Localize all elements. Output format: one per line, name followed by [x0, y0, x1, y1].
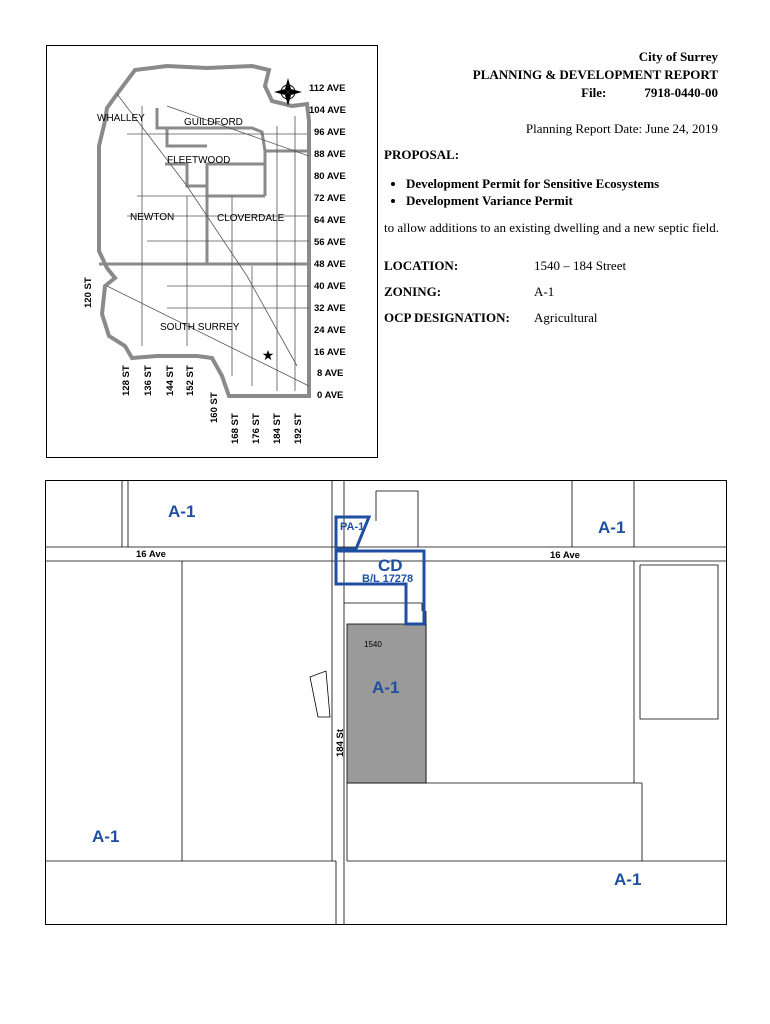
- zoning-value: A-1: [534, 284, 555, 299]
- avenue-label: 72 AVE: [314, 193, 346, 204]
- avenue-label: 24 AVE: [314, 325, 346, 336]
- street-label: 152 ST: [185, 365, 196, 396]
- proposal-list: [384, 175, 724, 209]
- proposal-section: [384, 147, 724, 236]
- avenue-label: 56 AVE: [314, 237, 346, 248]
- street-label: 144 ST: [165, 365, 176, 396]
- zoning-label: ZONING:: [384, 284, 442, 299]
- area-fleetwood: FLEETWOOD: [167, 155, 231, 166]
- report-date: Planning Report Date: June 24, 2019: [525, 121, 718, 136]
- zone-label-cd-bylaw: B/L 17278: [362, 573, 414, 585]
- file-number: 7918-0440-00: [644, 85, 718, 100]
- street-label: 128 ST: [121, 365, 132, 396]
- avenue-label: 88 AVE: [314, 149, 346, 160]
- street-label: 136 ST: [143, 365, 154, 396]
- ocp-value: Agricultural: [534, 310, 598, 325]
- zone-label-se: A-1: [614, 870, 642, 889]
- avenue-label: 32 AVE: [314, 303, 346, 314]
- zone-label-nw: A-1: [168, 502, 196, 521]
- civic-number: 1540: [364, 640, 382, 649]
- street-label: 120 ST: [83, 277, 94, 308]
- avenue-label: 104 AVE: [309, 105, 346, 116]
- zone-label-ne: A-1: [598, 518, 626, 537]
- file-label: File:: [581, 85, 607, 100]
- proposal-item: • Development Permit for Sensitive Ecosystems: [406, 175, 724, 192]
- avenue-label: 112 AVE: [309, 83, 346, 94]
- street-label: 160 ST: [209, 392, 220, 423]
- avenue-label: 80 AVE: [314, 171, 346, 182]
- area-guildford: GUILDFORD: [184, 117, 243, 128]
- avenue-label: 40 AVE: [314, 281, 346, 292]
- zoning-map-drawing: [46, 481, 727, 925]
- site-facts: [384, 258, 626, 336]
- location-label: LOCATION:: [384, 258, 459, 273]
- city-name: City of Surrey: [638, 49, 718, 64]
- area-cloverdale: CLOVERDALE: [217, 213, 285, 224]
- zone-label-subject: A-1: [372, 678, 400, 697]
- report-header: [473, 48, 718, 102]
- avenue-label: 0 AVE: [317, 390, 344, 401]
- ocp-row: [384, 310, 626, 336]
- street-label: 192 ST: [293, 413, 304, 444]
- zone-label-pa: PA-1: [340, 521, 365, 533]
- area-south-surrey: SOUTH SURREY: [160, 322, 240, 333]
- proposal-label: PROPOSAL:: [384, 147, 460, 162]
- street-label: 168 ST: [230, 413, 241, 444]
- street-label: 184 ST: [272, 413, 283, 444]
- ocp-label: OCP DESIGNATION:: [384, 310, 510, 325]
- subject-property: [347, 624, 426, 783]
- street-label-16-ave-east: 16 Ave: [550, 550, 580, 561]
- site-star-icon: ★: [261, 349, 275, 364]
- zoning-row: [384, 284, 626, 310]
- report-title: PLANNING & DEVELOPMENT REPORT: [472, 67, 718, 82]
- area-whalley: WHALLEY: [97, 113, 145, 124]
- street-label-16-ave-west: 16 Ave: [136, 549, 166, 560]
- location-row: [384, 258, 626, 284]
- avenue-label: 8 AVE: [317, 368, 344, 379]
- proposal-description: to allow additions to an existing dwelling and a new septic field.: [384, 220, 720, 235]
- key-map-drawing: [47, 46, 379, 459]
- zoning-map: [45, 480, 727, 925]
- avenue-label: 96 AVE: [314, 127, 346, 138]
- street-label-184-st: 184 St: [335, 729, 346, 757]
- area-newton: NEWTON: [130, 212, 175, 223]
- street-label: 176 ST: [251, 413, 262, 444]
- zone-label-cd: CD: [378, 556, 403, 575]
- avenue-label: 48 AVE: [314, 259, 346, 270]
- location-value: 1540 – 184 Street: [534, 258, 627, 273]
- avenue-label: 16 AVE: [314, 347, 346, 358]
- avenue-label: 64 AVE: [314, 215, 346, 226]
- proposal-item: • Development Variance Permit: [406, 192, 724, 209]
- zone-label-sw: A-1: [92, 827, 120, 846]
- key-map: [46, 45, 378, 458]
- file-row: [473, 84, 718, 102]
